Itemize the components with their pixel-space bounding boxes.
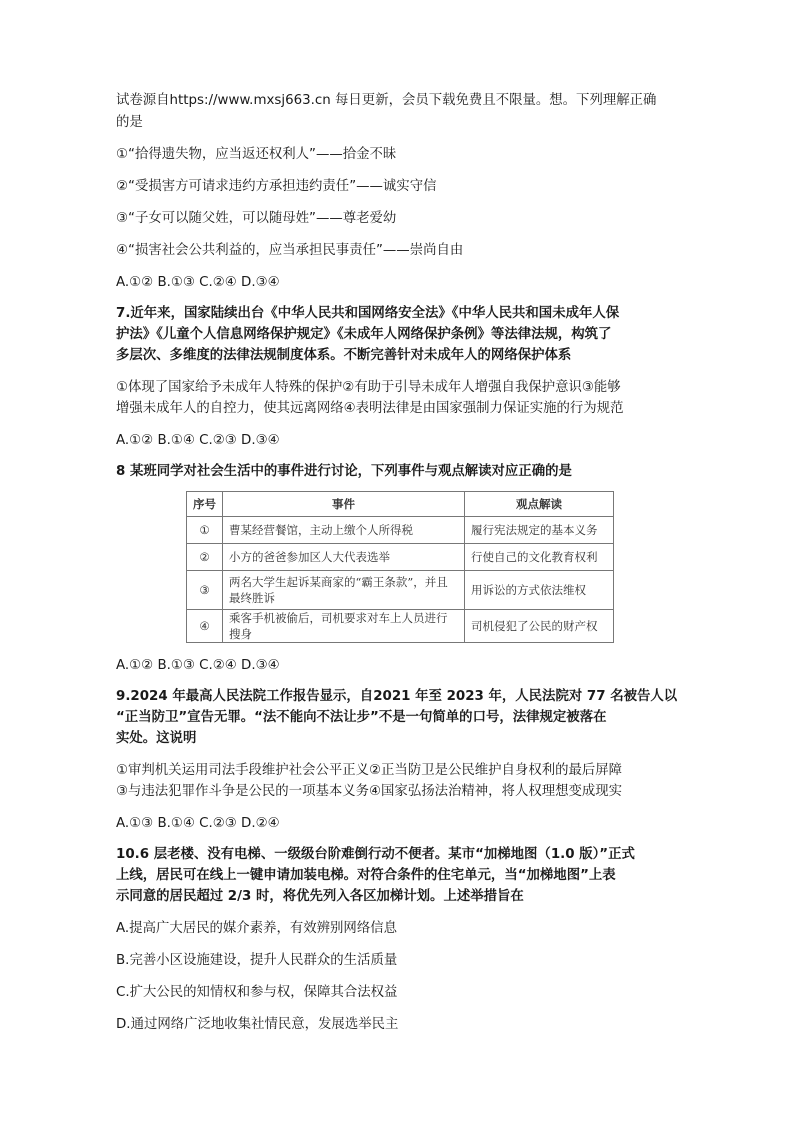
- q9-stem-line-2: “正当防卫”宣告无罪。“法不能向不法让步”不是一句简单的口号，法律规定被落在: [116, 710, 607, 725]
- col-header-event: 事件: [223, 492, 465, 517]
- row-view: 行使自己的文化教育权利: [465, 544, 614, 571]
- q10-option-c: C.扩大公民的知情权和参与权，保障其合法权益: [116, 985, 398, 1000]
- q6-option-4: ④“损害社会公共利益的，应当承担民事责任”——崇尚自由: [116, 243, 464, 258]
- row-event: 乘客手机被偷后，司机要求对车上人员进行搜身: [223, 610, 465, 643]
- row-number: ③: [187, 571, 223, 610]
- q10-stem-line-3: 示同意的居民超过 2/3 时，将优先列入各区加梯计划。上述举措旨在: [116, 889, 524, 904]
- col-header-number: 序号: [187, 492, 223, 517]
- q7-options-line-1: ①体现了国家给予未成年人特殊的保护②有助于引导未成年人增强自我保护意识③能够: [116, 380, 621, 395]
- q10-stem-line-1: 10.6 层老楼、没有电梯、一级级台阶难倒行动不便者。某市“加梯地图（1.0 版）”正式: [116, 847, 635, 862]
- row-number: ④: [187, 610, 223, 643]
- q9-options-line-2: ③与违法犯罪作斗争是公民的一项基本义务④国家弘扬法治精神，将人权理想变成现实: [116, 784, 623, 799]
- row-view: 用诉讼的方式依法维权: [465, 571, 614, 610]
- row-number: ①: [187, 517, 223, 544]
- q6-option-3: ③“子女可以随父姓，可以随母姓”——尊老爱幼: [116, 211, 397, 226]
- q9-stem-line-1: 9.2024 年最高人民法院工作报告显示，自2021 年至 2023 年，人民法院对 77 名被告人以: [116, 689, 678, 704]
- header-line-2: 的是: [116, 115, 143, 130]
- q7-stem-line-1: 7.近年来，国家陆续出台《中华人民共和国网络安全法》《中华人民共和国未成年人保: [116, 306, 620, 321]
- q10-option-d: D.通过网络广泛地收集社情民意，发展选举民主: [116, 1017, 399, 1032]
- q8-answer-choices: A.①② B.①③ C.②④ D.③④: [116, 658, 280, 673]
- table-row: [187, 517, 614, 544]
- q6-option-1: ①“拾得遗失物，应当返还权利人”——拾金不昧: [116, 147, 397, 162]
- q7-stem-line-3: 多层次、多维度的法律法规制度体系。不断完善针对未成年人的网络保护体系: [116, 348, 572, 363]
- q8-event-table: [186, 491, 614, 643]
- col-header-view: 观点解读: [465, 492, 614, 517]
- table-row: [187, 610, 614, 643]
- row-view: 履行宪法规定的基本义务: [465, 517, 614, 544]
- row-event: 曹某经营餐馆，主动上缴个人所得税: [223, 517, 465, 544]
- q7-answer-choices: A.①② B.①④ C.②③ D.③④: [116, 433, 280, 448]
- row-view: 司机侵犯了公民的财产权: [465, 610, 614, 643]
- header-line: 试卷源自https://www.mxsj663.cn 每日更新，会员下载免费且不限量。想。下列理解正确: [116, 93, 657, 108]
- table-header-row: [187, 492, 614, 517]
- q6-option-2: ②“受损害方可请求违约方承担违约责任”——诚实守信: [116, 179, 437, 194]
- table-row: [187, 544, 614, 571]
- q9-answer-choices: A.①③ B.①④ C.②③ D.②④: [116, 816, 280, 831]
- q9-stem-line-3: 实处。这说明: [116, 731, 197, 746]
- q9-options-line-1: ①审判机关运用司法手段维护社会公平正义②正当防卫是公民维护自身权利的最后屏障: [116, 763, 623, 778]
- q8-stem: 8 某班同学对社会生活中的事件进行讨论，下列事件与观点解读对应正确的是: [116, 464, 572, 479]
- table-row: [187, 571, 614, 610]
- row-number: ②: [187, 544, 223, 571]
- row-event: 小方的爸爸参加区人大代表选举: [223, 544, 465, 571]
- row-event: 两名大学生起诉某商家的“霸王条款”，并且最终胜诉: [223, 571, 465, 610]
- q7-options-line-2: 增强未成年人的自控力，使其远离网络④表明法律是由国家强制力保证实施的行为规范: [116, 401, 624, 416]
- q10-option-b: B.完善小区设施建设，提升人民群众的生活质量: [116, 953, 398, 968]
- q10-option-a: A.提高广大居民的媒介素养，有效辨别网络信息: [116, 921, 397, 936]
- q6-answer-choices: A.①② B.①③ C.②④ D.③④: [116, 275, 280, 290]
- q7-stem-line-2: 护法》《儿童个人信息网络保护规定》《未成年人网络保护条例》等法律法规，构筑了: [116, 327, 612, 342]
- q10-stem-line-2: 上线，居民可在线上一键申请加装电梯。对符合条件的住宅单元，当“加梯地图”上表: [116, 868, 616, 883]
